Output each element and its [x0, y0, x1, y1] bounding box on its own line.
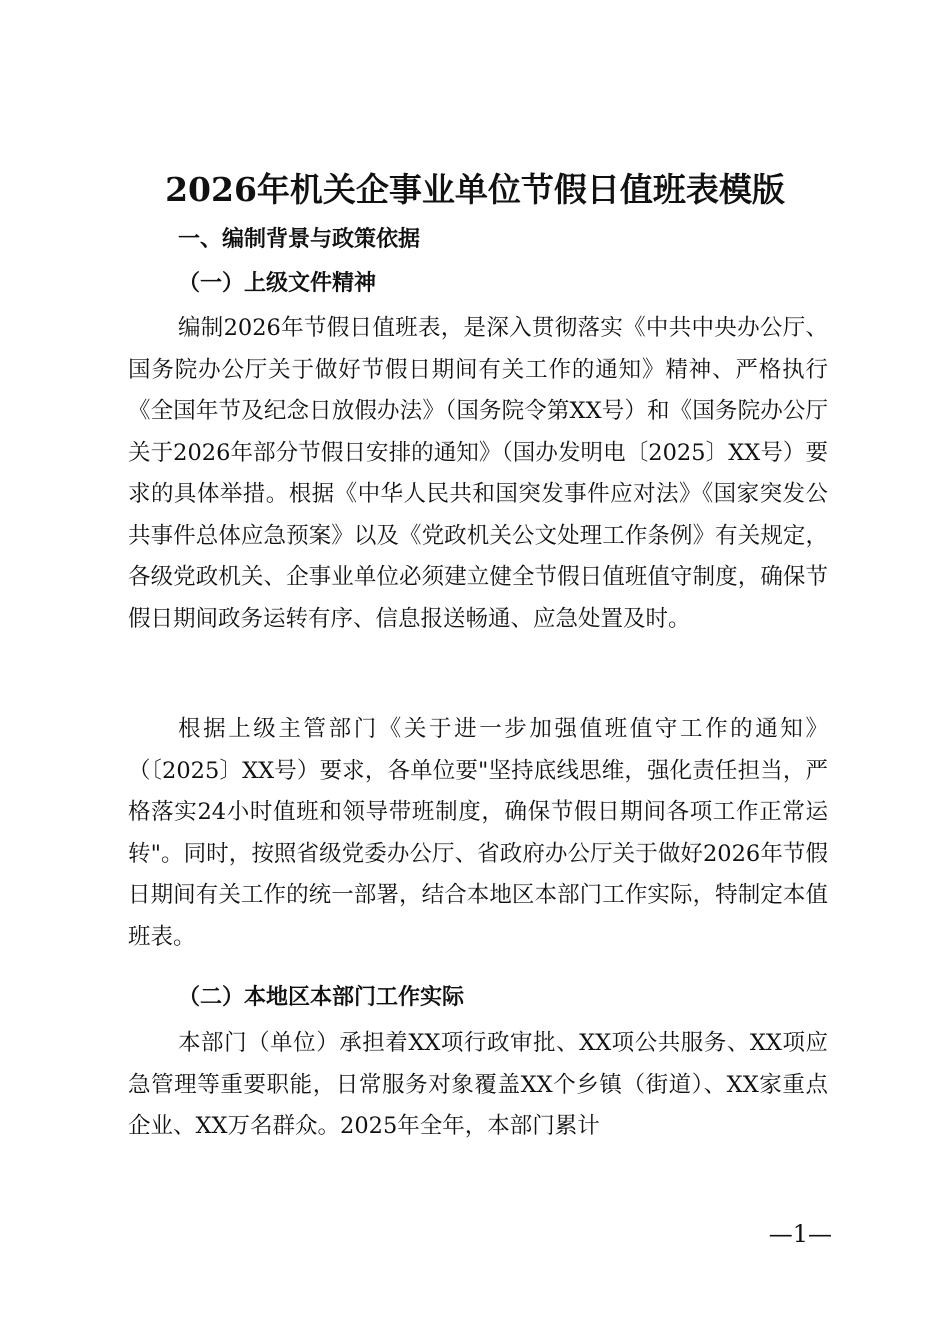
section-heading-1: 一、编制背景与政策依据 — [178, 227, 421, 252]
paragraph-3: 本部门（单位）承担着XX项行政审批、XX项公共服务、XX项应急管理等重要职能，日常服务对象覆盖XX个乡镇（街道）、XX家重点企业、XX万名群众。2025年全年，本部门累计 — [128, 1030, 828, 1139]
paragraph-2: 根据上级主管部门《关于进一步加强值班值守工作的通知》（〔2025〕XX号）要求，各单位要"坚持底线思维，强化责任担当，严格落实24小时值班和领导带班制度，确保节假日期间各项工作正常运转"。同时，按照省级党委办公厅、省政府办公厅关于做好2026年节假日期间有关工作的统一部署，结合本地区本部门工作实际，特制定本值班表。 — [128, 716, 828, 950]
subsection-heading-2: （二）本地区本部门工作实际 — [178, 984, 465, 1010]
subsection-heading-1: （一）上级文件精神 — [178, 270, 377, 296]
paragraph-1: 编制2026年节假日值班表，是深入贯彻落实《中共中央办公厅、国务院办公厅关于做好节假日期间有关工作的通知》精神、严格执行《全国年节及纪念日放假办法》（国务院令第XX号）和《国务院办公厅关于2026年部分节假日安排的通知》（国办发明电〔2025〕XX号）要求的具体举措。根据《中华人民共和国突发事件应对法》《国家突发公共事件总体应急预案》以及《党政机关公文处理工作条例》有关规定，各级党政机关、企事业单位必须建立健全节假日值班值守制度，确保节假日期间政务运转有序、信息报送畅通、应急处置及时。 — [128, 315, 828, 632]
document-title: 2026年机关企事业单位节假日值班表模版 — [165, 170, 785, 209]
page-number: —1— — [768, 1220, 832, 1248]
